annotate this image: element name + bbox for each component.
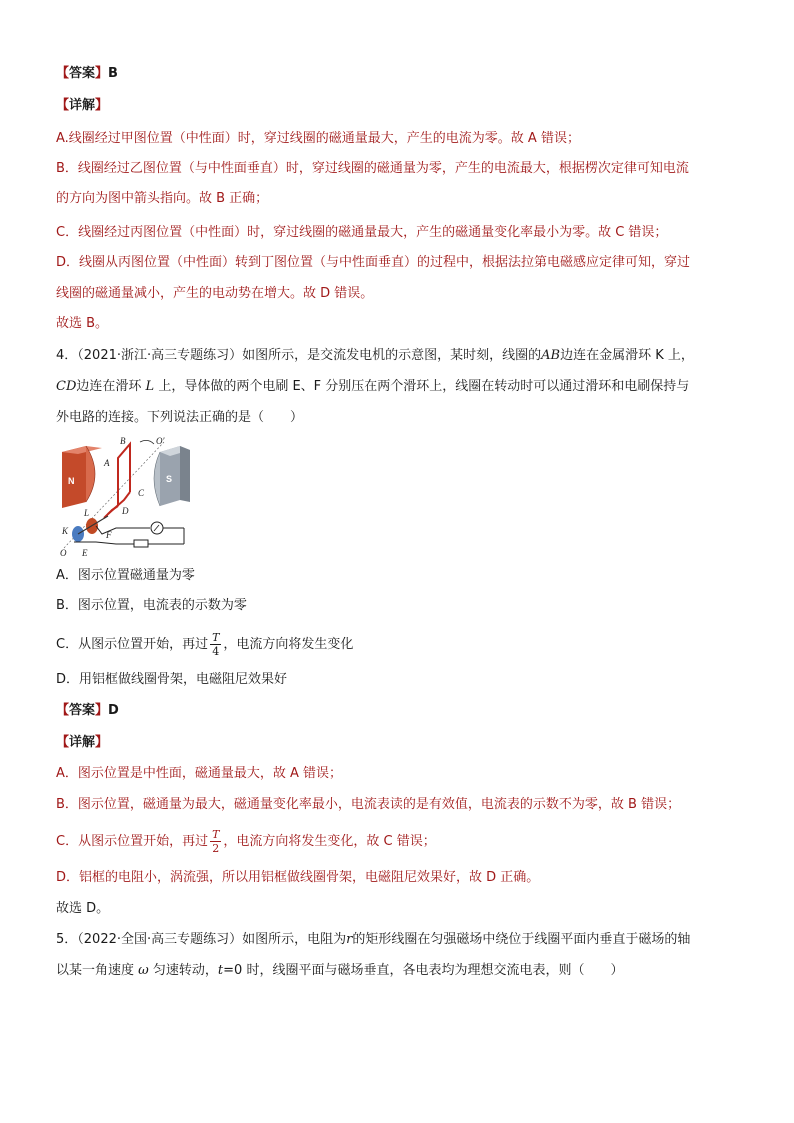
svg-text:F: F — [106, 530, 112, 540]
answer-label: 答案 — [69, 703, 96, 718]
svg-text:E: E — [82, 548, 88, 558]
q4-detail-a: A．图示位置是中性面，磁通量最大，故 A 错误； — [56, 766, 343, 781]
q4-stem-line-1: 4．（2021·浙江·高三专题练习）如图所示，是交流发电机的示意图，某时刻，线圈的AB边连在金属滑环 K 上， — [56, 348, 694, 363]
fraction-t-over-4: $\frac{T}{4}$ — [212, 631, 220, 658]
q4-answer: 【答案】D — [56, 703, 119, 718]
q3-detail-line-6: 线圈的磁通量减小，产生的电动势在增大。故 D 错误。 — [56, 286, 374, 301]
svg-text:A: A — [104, 458, 110, 468]
svg-text:L: L — [84, 508, 90, 518]
north-label: N — [68, 476, 75, 486]
svg-text:B: B — [120, 436, 126, 446]
q5-stem-line-1: 5．（2022·全国·高三专题练习）如图所示，电阻为r的矩形线圈在匀强磁场中绕位于线圈平面内垂直于磁场的轴 — [56, 932, 691, 947]
q4-option-a: A．图示位置磁通量为零 — [56, 568, 195, 583]
svg-text:O: O — [60, 548, 67, 558]
q4-stem-line-3: 外电路的连接。下列说法正确的是（ ） — [56, 410, 304, 425]
north-magnet — [62, 446, 102, 508]
svg-text:O′: O′ — [156, 436, 165, 446]
q3-conclusion: 故选 B。 — [56, 316, 109, 331]
detail-label: 详解 — [69, 98, 96, 113]
q3-answer: 【答案】B — [56, 66, 118, 81]
answer-value: D — [108, 703, 119, 718]
q4-conclusion: 故选 D。 — [56, 901, 110, 916]
q3-detail-line-4: C．线圈经过丙图位置（中性面）时，穿过线圈的磁通量最大，产生的磁通量变化率最小为零。故 C 错误； — [56, 225, 668, 240]
q4-detail-heading: 【详解】 — [56, 735, 109, 750]
south-label: S — [166, 474, 173, 484]
answer-label: 答案 — [69, 66, 96, 81]
q4-stem-line-2: CD边连在滑环 L 上，导体做的两个电刷 E、F 分别压在两个滑环上，线圈在转动时可以通过滑环和电刷保持与 — [56, 379, 690, 394]
answer-value: B — [108, 66, 118, 81]
coil — [118, 444, 130, 506]
south-magnet — [154, 446, 190, 506]
q3-detail-line-5: D．线圈从丙图位置（中性面）转到丁图位置（与中性面垂直）的过程中，根据法拉第电磁感应定律可知，穿过 — [56, 255, 691, 270]
q3-detail-line-3: 的方向为图中箭头指向。故 B 正确； — [56, 191, 269, 206]
q4-option-d: D．用铝框做线圈骨架，电磁阻尼效果好 — [56, 672, 288, 687]
q3-detail-heading: 【详解】 — [56, 98, 109, 113]
resistor — [134, 540, 148, 547]
fraction-t-over-2: $\frac{T}{2}$ — [212, 828, 220, 855]
svg-text:D: D — [122, 506, 129, 516]
q4-detail-b: B．图示位置，磁通量为最大，磁通量变化率最小，电流表读的是有效值，电流表的示数不为零，故 B 错误； — [56, 797, 681, 812]
q4-option-b: B．图示位置，电流表的示数为零 — [56, 598, 247, 613]
svg-text:K: K — [62, 526, 69, 536]
q4-detail-c: C．从图示位置开始，再过 $\frac{T}{2}$ ，电流方向将发生变化，故 C 错误； — [56, 828, 436, 855]
q4-detail-d: D．铝框的电阻小，涡流强，所以用铝框做线圈骨架，电磁阻尼效果好，故 D 正确。 — [56, 870, 540, 885]
detail-label: 详解 — [69, 735, 96, 750]
svg-text:C: C — [138, 488, 145, 498]
q5-stem-line-2: 以某一角速度 ω 匀速转动，t=0 时，线圈平面与磁场垂直，各电表均为理想交流电表，则（ ） — [56, 963, 624, 978]
q4-option-c: C．从图示位置开始，再过 $\frac{T}{4}$ ，电流方向将发生变化 — [56, 631, 354, 658]
ac-generator-figure — [56, 436, 196, 558]
q3-detail-line-1: A.线圈经过甲图位置（中性面）时，穿过线圈的磁通量最大，产生的电流为零。故 A 错误； — [56, 131, 580, 146]
q3-detail-line-2: B．线圈经过乙图位置（与中性面垂直）时，穿过线圈的磁通量为零，产生的电流最大，根据楞次定律可知电流 — [56, 161, 689, 176]
